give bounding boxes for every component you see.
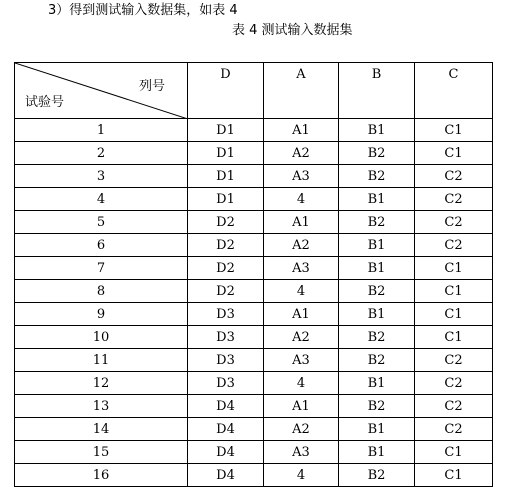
column-header: D [188, 63, 264, 119]
factor-d-cell: D3 [188, 372, 264, 395]
table-row [15, 119, 493, 142]
factor-a-cell: A3 [264, 441, 339, 464]
factor-a-cell: A1 [264, 303, 339, 326]
table-caption: 表 4 测试输入数据集 [232, 23, 353, 38]
factor-d-cell: D1 [188, 165, 264, 188]
factor-d-cell: D2 [188, 257, 264, 280]
trial-number-cell: 1 [15, 119, 188, 142]
factor-a-cell: A1 [264, 395, 339, 418]
factor-a-cell: 4 [264, 280, 339, 303]
trial-number-cell: 15 [15, 441, 188, 464]
factor-d-cell: D4 [188, 441, 264, 464]
trial-number-cell: 7 [15, 257, 188, 280]
table-body [15, 119, 493, 487]
factor-c-cell: C2 [415, 165, 493, 188]
factor-c-cell: C2 [415, 395, 493, 418]
column-header: C [415, 63, 493, 119]
factor-a-cell: A1 [264, 211, 339, 234]
factor-a-cell: 4 [264, 464, 339, 487]
factor-c-cell: C2 [415, 418, 493, 441]
trial-number-cell: 2 [15, 142, 188, 165]
factor-c-cell: C1 [415, 441, 493, 464]
factor-d-cell: D2 [188, 211, 264, 234]
table-row [15, 280, 493, 303]
factor-c-cell: C2 [415, 188, 493, 211]
factor-a-cell: A2 [264, 234, 339, 257]
trial-number-cell: 10 [15, 326, 188, 349]
trial-number-cell: 3 [15, 165, 188, 188]
factor-c-cell: C1 [415, 280, 493, 303]
table-row [15, 303, 493, 326]
table-row [15, 464, 493, 487]
header-corner-cell [15, 63, 188, 119]
table-row [15, 395, 493, 418]
table-row [15, 142, 493, 165]
trial-number-cell: 4 [15, 188, 188, 211]
factor-c-cell: C2 [415, 211, 493, 234]
factor-c-cell: C1 [415, 303, 493, 326]
table-row [15, 418, 493, 441]
factor-a-cell: 4 [264, 188, 339, 211]
factor-d-cell: D4 [188, 418, 264, 441]
trial-number-cell: 5 [15, 211, 188, 234]
factor-b-cell: B1 [339, 257, 415, 280]
factor-d-cell: D3 [188, 349, 264, 372]
factor-d-cell: D3 [188, 303, 264, 326]
factor-c-cell: C2 [415, 349, 493, 372]
factor-d-cell: D1 [188, 142, 264, 165]
factor-d-cell: D4 [188, 464, 264, 487]
factor-a-cell: A3 [264, 165, 339, 188]
factor-b-cell: B2 [339, 326, 415, 349]
factor-b-cell: B1 [339, 303, 415, 326]
trial-number-cell: 8 [15, 280, 188, 303]
trial-number-cell: 13 [15, 395, 188, 418]
table-row [15, 188, 493, 211]
factor-c-cell: C1 [415, 119, 493, 142]
table-row [15, 211, 493, 234]
trial-number-cell: 16 [15, 464, 188, 487]
corner-column-label: 列号 [138, 79, 165, 94]
factor-a-cell: A3 [264, 257, 339, 280]
trial-number-cell: 12 [15, 372, 188, 395]
trial-number-cell: 14 [15, 418, 188, 441]
factor-b-cell: B2 [339, 464, 415, 487]
factor-c-cell: C2 [415, 372, 493, 395]
factor-b-cell: B2 [339, 165, 415, 188]
factor-a-cell: A2 [264, 326, 339, 349]
factor-d-cell: D1 [188, 119, 264, 142]
factor-c-cell: C1 [415, 326, 493, 349]
factor-b-cell: B1 [339, 372, 415, 395]
table-row [15, 372, 493, 395]
test-input-dataset-table [14, 62, 493, 487]
factor-a-cell: 4 [264, 372, 339, 395]
factor-c-cell: C1 [415, 142, 493, 165]
table-row [15, 441, 493, 464]
factor-b-cell: B2 [339, 280, 415, 303]
table-row [15, 165, 493, 188]
factor-a-cell: A1 [264, 119, 339, 142]
factor-d-cell: D2 [188, 280, 264, 303]
factor-d-cell: D4 [188, 395, 264, 418]
factor-d-cell: D3 [188, 326, 264, 349]
factor-a-cell: A2 [264, 142, 339, 165]
trial-number-cell: 9 [15, 303, 188, 326]
factor-b-cell: B1 [339, 119, 415, 142]
factor-b-cell: B1 [339, 188, 415, 211]
column-header: A [264, 63, 339, 119]
factor-d-cell: D1 [188, 188, 264, 211]
table-header-row [15, 63, 493, 119]
factor-c-cell: C1 [415, 257, 493, 280]
factor-b-cell: B1 [339, 418, 415, 441]
factor-c-cell: C1 [415, 464, 493, 487]
factor-a-cell: A3 [264, 349, 339, 372]
table-row [15, 326, 493, 349]
table-row [15, 257, 493, 280]
trial-number-cell: 11 [15, 349, 188, 372]
factor-d-cell: D2 [188, 234, 264, 257]
factor-a-cell: A2 [264, 418, 339, 441]
factor-b-cell: B2 [339, 349, 415, 372]
factor-b-cell: B2 [339, 211, 415, 234]
factor-b-cell: B2 [339, 142, 415, 165]
trial-number-cell: 6 [15, 234, 188, 257]
column-header: B [339, 63, 415, 119]
factor-b-cell: B1 [339, 441, 415, 464]
factor-b-cell: B1 [339, 234, 415, 257]
step-text: 3）得到测试输入数据集，如表 4 [48, 3, 238, 18]
factor-b-cell: B2 [339, 395, 415, 418]
table-row [15, 234, 493, 257]
table-row [15, 349, 493, 372]
factor-c-cell: C2 [415, 234, 493, 257]
corner-row-label: 试验号 [25, 95, 65, 110]
